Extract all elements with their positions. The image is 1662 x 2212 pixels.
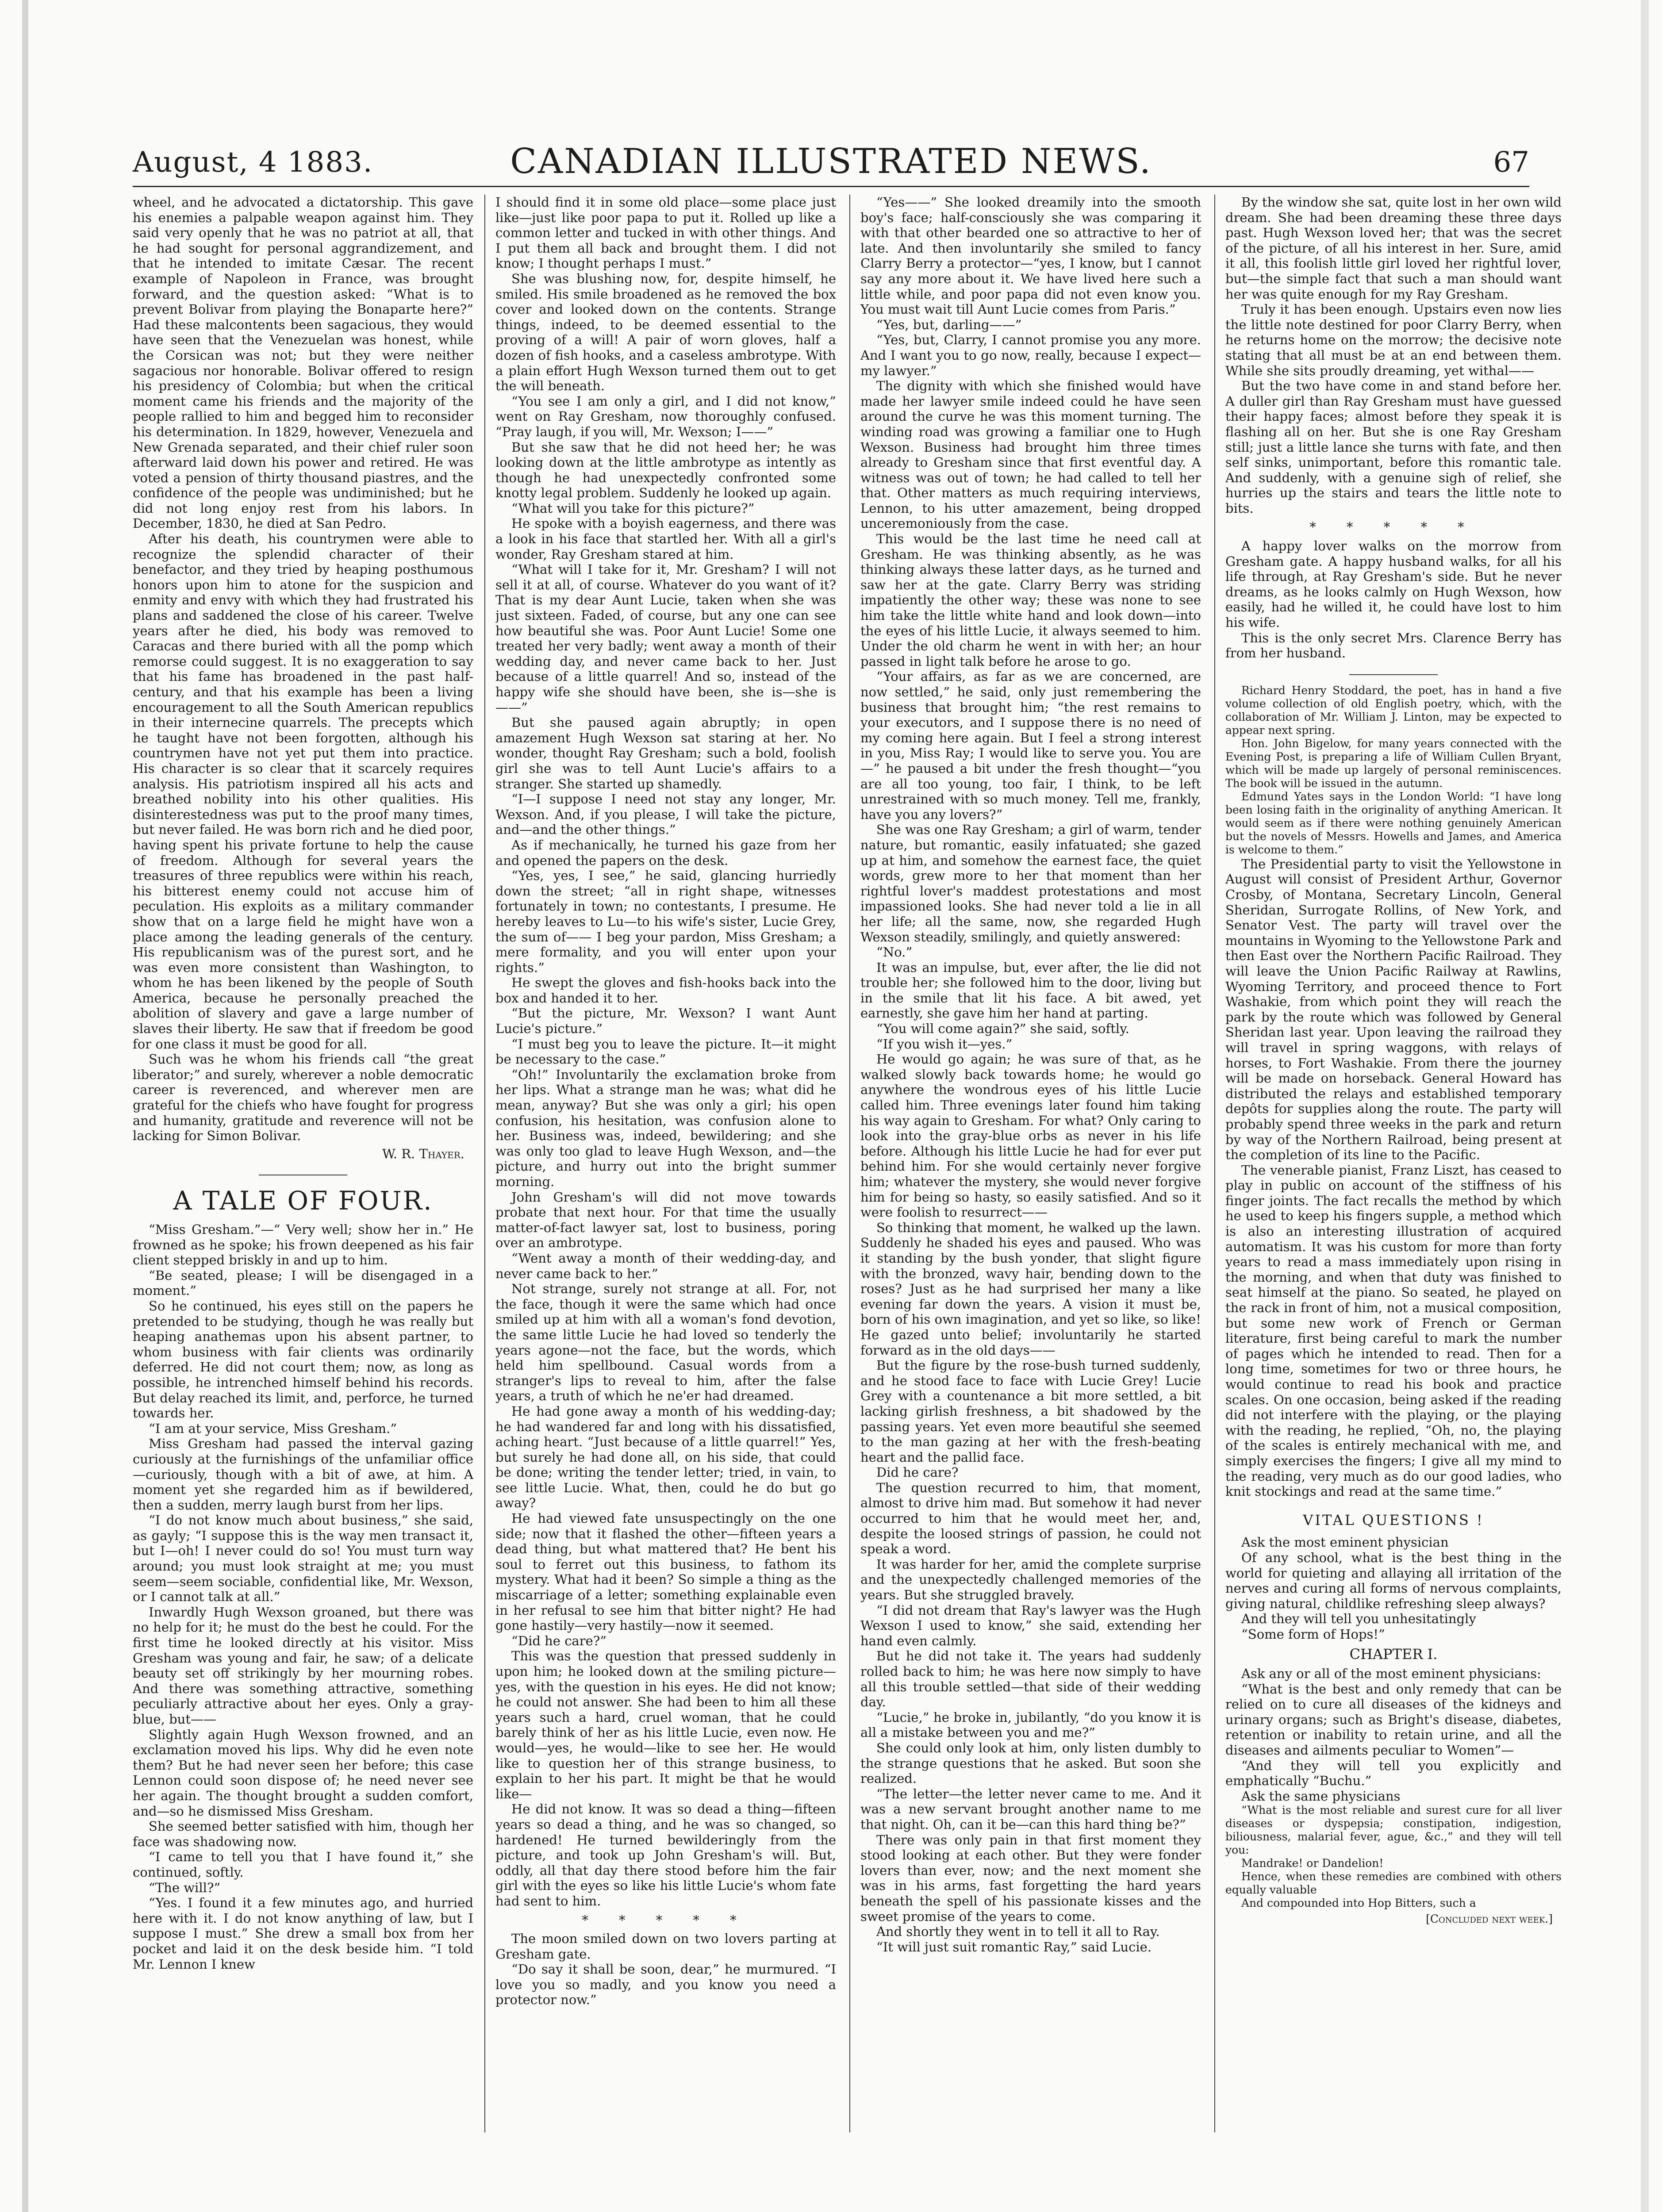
story-paragraph: “Lucie,” he broke in, jubilantly, “do you know it is all a mistake between you and me?” [860,1709,1201,1740]
page-number: 67 [1493,146,1529,179]
story-paragraph: As if mechanically, he turned his gaze from her and opened the papers on the desk. [495,837,836,868]
story-paragraph: “Do say it shall be soon, dear,” he murmured. “I love you so madly, and you know you need a protector now.” [495,1962,836,2008]
story-paragraph: “Yes——” She looked dreamily into the smooth boy's face; half-consciously she was comparing it with that other bearded one so attractive to her of late. And then involuntarily she smiled to fancy Clarry Berry a protector—“yes, I know, but I cannot say any more about it. We have lived here such a little while, and poor papa did not even know you. You must wait till Aunt Lucie comes from Paris.” [860,195,1201,317]
story-paragraph: But she paused again abruptly; in open amazement Hugh Wexson sat staring at her. No wonder, thought Ray Gresham; such a bold, foolish girl she was to tell Aunt Lucie's affairs to a stranger. She started up shamedly. [495,715,836,791]
story-paragraph: “Did he care?” [511,1633,607,1648]
story-paragraph: He had viewed fate unsuspectingly on the one side; now that it flashed the other—fifteen years a dead thing, but what mattered that? He bent his soul to ferret out this business, to fathom its mystery. What had it been? So simple a thing as the miscarriage of a letter; something explainable even in her refusal to see him that bitter night? He had gone hastily—very hastily—now it seemed. [495,1511,836,1633]
story-paragraph: “It will just suit romantic Ray,” said Lucie. [876,1939,1152,1955]
story-paragraph: “I must beg you to leave the picture. It—it might be necessary to the case.” [495,1036,836,1067]
story-paragraph: I should find it in some old place—some place just like—just like poor papa to put it. Rolled up like a common letter and tucked in with other things. And I put them all back and brought them. I did not know; I thought perhaps I must.” [495,195,836,271]
story-paragraph: Slightly again Hugh Wexson frowned, and an exclamation moved his lips. Why did he even note them? But he had never seen her before; this case Lennon could soon dispose of; he need never see her again. The thought brought a sudden comfort, and—so he dismissed Miss Gresham. [133,1727,473,1819]
story-paragraph: “Yes, but, darling——” [876,317,1022,332]
story-paragraph: A happy lover walks on the morrow from Gresham gate. A happy husband walks, for all his life through, at Ray Gresham's side. But he never dreams, as he looks calmly on Hugh Wexson, how easily, had he willed it, he could have lost to him his wife. [1225,538,1562,630]
story-paragraph: The dignity with which she finished would have made her lawyer smile indeed could he have seen around the curve he was this moment turning. The winding road was growing a familiar one to Hugh Wexson. Business had brought him three times already to Gresham since that first eventful day. A witness was out of town; he had called to tell her that. Other matters as much requiring interviews, Lennon, to his utter amazement, being dropped unceremoniously from the case. [860,378,1201,531]
header-rule [133,186,1529,187]
news-item: Edmund Yates says in the London World: “I have long been losing faith in the originality of anything American. It would seem as if there were nothing genuinely American but the novels of Messrs. Howells and James, and America is welcome to them.” [1225,790,1562,856]
column-rule [849,195,850,2132]
advert-line: Mandrake! or Dandelion! [1241,1857,1384,1870]
column-rule [484,195,485,2132]
story-paragraph: Inwardly Hugh Wexson groaned, but there was no help for it; he must do the best he could. For the first time he looked directly at his visitor. Miss Gresham was young and fair, he saw; of a delicate beauty set off strikingly by her mourning robes. And there was something attractive, something peculiarly attractive about her eyes. Only a gray-blue, but—— [133,1604,473,1727]
story-paragraph: “Miss Gresham.”—“ Very well; show her in.” He frowned as he spoke; his frown deepened as his fair client stepped briskly in and up to him. [133,1222,473,1268]
advert-line: “And they will tell you explicitly and emphatically “Buchu.” [1225,1758,1562,1789]
advert-line: “What is the best and only remedy that can be relied on to cure all diseases of the kidneys and urinary organs; such as Bright's disease, diabetes, retention or inability to retain urine, and all the diseases and ailments peculiar to Women”— [1225,1681,1562,1758]
story-paragraph: He would go again; he was sure of that, as he walked slowly back towards home; he would go anywhere the wondrous eyes of his little Lucie called him. Three evenings later found him taking his way again to Gresham. For what? Only caring to look into the gray-blue orbs as never in his life before. Although his little Lucie he had for ever put behind him. For she would certainly never forgive him; whatever the mystery, she would never forgive him for being so hasty, so easily satisfied. And so it were foolish to resurrect—— [860,1052,1201,1220]
story-paragraph: “Oh!” Involuntarily the exclamation broke from her lips. What a strange man he was; what did he mean, anyway? But she was only a girl; his open confusion, his hesitation, was confusion alone to her. Business was, indeed, bewildering; and she was only too glad to leave Hugh Wexson, and—the picture, and hurry out into the bright summer morning. [495,1067,836,1189]
advert-line: Ask the same physicians [1241,1788,1401,1804]
page-header [115,133,1547,181]
story-paragraph: She was blushing now, for, despite himself, he smiled. His smile broadened as he removed the box cover and looked down on the contents. Strange things, indeed, to be deemed essential to the proving of a will! A pair of worn gloves, half a dozen of fish hooks, and a caseless ambrotype. With a plain effort Hugh Wexson turned them out to get the will beneath. [495,271,836,394]
author-signature: W. R. Thayer. [382,1146,464,1161]
story-paragraph: “You will come again?” she said, softly. [876,1021,1129,1037]
story-paragraph: He spoke with a boyish eagerness, and there was a look in his face that startled her. With all a girl's wonder, Ray Gresham stared at him. [495,516,836,562]
section-divider [1349,674,1438,675]
binding-shadow [22,0,28,2212]
advert-title: VITAL QUESTIONS ! [1303,1511,1484,1528]
story-paragraph: “Yes, yes, I see,” he said, glancing hurriedly down the street; “all in right shape, witnesses fortunately in town; no contestants, I presume. He hereby leaves to Lu—to his wife's sister, Lucie Grey, the sum of—— I beg your pardon, Miss Gresham; a mere formality, and you will enter upon your rights.” [495,868,836,975]
story-paragraph: But she saw that he did not heed her; he was looking down at the little ambrotype as intently as though he had unexpectedly confronted some knotty legal problem. Suddenly he looked up again. [495,439,836,501]
column-2 [495,195,836,2150]
story-paragraph: He had gone away a month of his wedding-day; he had wandered far and long with his dissatisfied, aching heart. “Just because of a little quarrel!” Yes, but surely he had done all, on his side, that could be done; writing the tender letter; tried, in vain, to see little Lucie. What, then, could he do but go away? [495,1403,836,1511]
advert-line: Hence, when these remedies are combined with others equally valuable [1225,1870,1562,1897]
story-paragraph: “Yes, but, Clarry, I cannot promise you any more. And I want you to go now, really, because I expect—my lawyer.” [860,332,1201,378]
story-paragraph: But the two have come in and stand before her. A duller girl than Ray Gresham must have guessed their happy faces; almost before they speak it is flashing all on her. But she is one Ray Gresham still; just a little lance she turns with fate, and then self sinks, unimportant, before this romantic tale. And suddenly, with a genuine sigh of relief, she hurries up the stairs and tears the little note to bits. [1225,378,1562,516]
story-paragraph: Truly it has been enough. Upstairs even now lies the little note destined for poor Clarry Berry, when he returns home on the morrow; the decisive note stating that all must be at an end between them. While she sits proudly dreaming, yet withal—— [1225,302,1562,378]
story-paragraph: Miss Gresham had passed the interval gazing curiously at the furnishings of the unfamiliar office—curiously, though with a bit of awe, at him. A moment yet she regarded him as if bewildered, then a sudden, merry laugh burst from her lips. [133,1436,473,1513]
story-paragraph: It was an impulse, but, ever after, the lie did not trouble her; she followed him to the door, living but in the smile that lit his face. A bit awed, yet earnestly, she gave him her hand at parting. [860,960,1201,1021]
story-paragraph: “You see I am only a girl, and I did not know,” went on Ray Gresham, now thoroughly confused. “Pray laugh, if you will, Mr. Wexson; I——” [495,393,836,439]
story-paragraph: He did not know. It was so dead a thing—fifteen years so dead a thing, and he was so changed, so hardened! He turned bewilderingly from the picture, and took up John Gresham's will. But, oddly, all that day there stood before him the fair girl with the eyes so like his little Lucie's whom fate had sent to him. [495,1801,836,1909]
story-paragraph: “Be seated, please; I will be disengaged in a moment.” [133,1267,473,1298]
article-paragraph: After his death, his countrymen were able to recognize the splendid character of their benefactor, and they tried by heaping posthumous honors upon him to atone for the suspicion and enmity and envy with which they had frustrated his plans and saddened the close of his career. Twelve years after he died, his body was removed to Caracas and there buried with all the pomp which remorse could suggest. It is no exaggeration to say that his fame has broadened in the past half-century, and that his example has been a living encouragement to all the South American republics in their internecine quarrels. The precepts which he taught have not been forgotten, although his countrymen have not yet put them into practice. His character is so clear that it scarcely requires analysis. His patriotism inspired all his acts and breathed nobility into his other qualities. His disinterestedness was put to the proof many times, but never failed. He was born rich and he died poor, having spent his private fortune to help the cause of freedom. Although for several years the treasures of three republics were within his reach, his bitterest enemy could not accuse him of peculation. His exploits as a military commander show that on a large field he might have won a place among the leading generals of the century. His republicanism was of the purest sort, and he was even more consistent than Washington, to whom he has been likened by the people of South America, because he personally preached the abolition of slavery and gave a large number of slaves their liberty. He saw that if freedom be good for one class it must be good for all. [133,531,473,1052]
story-paragraph: The moon smiled down on two lovers parting at Gresham gate. [495,1931,836,1962]
advert-line: Ask the most eminent physician [1241,1535,1449,1550]
story-paragraph: He swept the gloves and fish-hooks back into the box and handed it to her. [495,975,836,1006]
story-paragraph: Did he care? [876,1465,959,1480]
story-paragraph: She seemed better satisfied with him, though her face was shadowing now. [133,1819,473,1849]
story-paragraph: This is the only secret Mrs. Clarence Berry has from her husband. [1225,630,1562,661]
story-paragraph: So he continued, his eyes still on the papers he pretended to be studying, though he was really but heaping anathemas upon his absent partner, to whom business with fair clients was ordinarily deferred. He did not court them; now, as long as possible, he intrenched himself behind his records. But delay reached its limit, and, perforce, he turned towards her. [133,1298,473,1421]
story-paragraph: Not strange, surely not strange at all. For, not the face, though it were the same which had once smiled up at him with all a woman's fond devotion, the same little Lucie he had loved so tenderly the years agone—not the face, but the words, which held him spellbound. Casual words from a stranger's lips to reveal to him, after the false years, a truth of which he ne'er had dreamed. [495,1281,836,1404]
story-paragraph: “I did not dream that Ray's lawyer was the Hugh Wexson I used to know,” she said, extending her hand even calmly. [860,1602,1201,1648]
story-paragraph: “Went away a month of their wedding-day, and never came back to her.” [495,1250,836,1281]
advert-line: Ask any or all of the most eminent physicians: [1241,1666,1541,1682]
column-rule [1214,195,1215,2132]
story-paragraph: “I—I suppose I need not stay any longer, Mr. Wexson. And, if you please, I will take the picture, and—and the other things.” [495,791,836,837]
story-paragraph: This would be the last time he need call at Gresham. He was thinking absently, as he was thinking always these latter days, as he turned and saw her at the gate. Clarry Berry was striding impatiently the other way; these was none to see him take the little white hand and look down—into the eyes of his little Lucie, it always seemed to him. Under the old charm he went in with her; an hour passed in light talk before he arose to go. [860,531,1201,669]
masthead-title: CANADIAN ILLUSTRATED NEWS. [510,142,1152,181]
story-paragraph: This was the question that pressed suddenly in upon him; he looked down at the smiling picture—yes, with the question in his eyes. He did not know; he could not answer. She had been to him all these years such a hard, cruel woman, that he could barely think of her as his little Lucie, even now. He would—yes, he would—like to see her. He would like to question her of this strange business, to explain to her his part. It might be that he would like— [495,1648,836,1801]
story-paragraph: John Gresham's will did not move towards probate that next hour. For that time the usually matter-of-fact lawyer sat, lost to business, poring over an ambrotype. [495,1189,836,1251]
column-4 [1225,195,1562,2150]
issue-date: August, 4 1883. [133,146,373,179]
advert-line: And compounded into Hop Bitters, such a [1241,1897,1476,1910]
article-paragraph: Such was he whom his friends call “the great liberator;” and surely, wherever a noble democratic career is reverenced, and wherever men are grateful for the chiefs who have fought for progress and humanity, gratitude and reverence will not be lacking for Simon Bolivar. [133,1052,473,1144]
column-3 [860,195,1201,2150]
story-paragraph: But the figure by the rose-bush turned suddenly, and he stood face to face with Lucie Grey! Lucie Grey with a countenance a bit more settled, a bit lacking girlish freshness, a bit shadowed by the passing years. Yet even more beautiful she seemed to the man gazing at her with the fresh-beating heart and the pallid face. [860,1358,1201,1465]
story-paragraph: “But the picture, Mr. Wexson? I want Aunt Lucie's picture.” [495,1006,836,1037]
story-paragraph: And shortly they went in to tell it all to Ray. [876,1924,1160,1939]
story-paragraph: The question recurred to him, that moment, almost to drive him mad. But somehow it had never occurred to him that he would meet her, and, despite the loosed strings of passion, he could not speak a word. [860,1480,1201,1557]
story-paragraph: “I came to tell you that I have found it,” she continued, softly. [133,1849,473,1880]
story-paragraph: By the window she sat, quite lost in her own wild dream. She had been dreaming these three days past. Hugh Wexson loved her; that was the secret of the picture, of all his interest in her. Sure, amid it all, this foolish little girl loved her rightful lover, but—the simple fact that such a man should want her was quite enough for my Ray Gresham. [1225,195,1562,302]
story-title: A TALE OF FOUR. [173,1186,433,1216]
story-paragraph: “No.” [876,945,913,960]
news-item: Hon. John Bigelow, for many years connected with the Evening Post, is preparing a life of William Cullen Bryant, which will be made up largely of personal reminiscences. The book will be issued in the autumn. [1225,737,1562,790]
advert-line: “What is the most reliable and surest cure for all liver diseases or dyspepsia; constipation, indigestion, biliousness, malarial fever, ague, &c.,” and they will tell you: [1225,1804,1562,1857]
news-item: The Presidential party to visit the Yellowstone in August will consist of President Arthur, Governor Crosby, of Montana, Secretary Lincoln, General Sheridan, Surrogate Rollins, of New York, and Senator Vest. The party will travel over the mountains in Wyoming to the Yellowstone Park and then East over the Northern Pacific Railroad. They will leave the Union Pacific Railway at Rawlins, Wyoming Territory, and proceed thence to Fort Washakie, from which point they will reach the park by the route which was followed by General Sheridan last year. Upon leaving the railroad they will travel in spring waggons, with relays of horses, to Fort Washakie. From there the journey will be made on horseback. General Howard has distributed the relays and established temporary depôts for supplies along the route. The party will probably spend three weeks in the park and return by way of the Northern Railroad, being present at the completion of its line to the Pacific. [1225,856,1562,1163]
story-paragraph: “I do not know much about business,” she said, as gayly; “I suppose this is the way men transact it, but I—oh! I never could do so! You must turn way around; you must look straight at me; you must seem—seem sociable, confidential like, Mr. Wexson, or I cannot talk at all.” [133,1513,473,1605]
news-item: The venerable pianist, Franz Liszt, has ceased to play in public on account of the stiffness of his finger joints. The fact recalls the method by which he used to keep his fingers supple, a method which is also an interesting illustration of acquired automatism. It was his custom for more than forty years to read a mass immediately upon rising in the morning, and when that duty was finished to seat himself at the piano. So seated, he played on the rack in front of him, not a musical composition, but some new work of French or German literature, first being careful to mark the number of pages which he intended to read. Then for a long time, sometimes for two or three hours, he would continue to read his book and practice scales. On one occasion, being asked if the reading did not interfere with the playing, or the playing with the reading, he replied, “Oh, no, the playing of the scales is entirely mechanical with me, and simply exercises the fingers; I give all my mind to the reading, very much as do our good ladies, who knit stockings and read at the same time.” [1225,1162,1562,1499]
story-paragraph: But he did not take it. The years had suddenly rolled back to him; he was here now simply to have all this trouble settled—that side of their wedding day. [860,1648,1201,1710]
story-paragraph: So thinking that moment, he walked up the lawn. Suddenly he shaded his eyes and paused. Who was it standing by the bush yonder, that slight figure with the bronzed, wavy hair, bending down to the roses? Just as he had surprised her many a like evening far down the years. A vision it must be, born of his own imagination, and yet so like, so like! He gazed unto belief; involuntarily he started forward as in the old days—— [860,1220,1201,1358]
story-paragraph: She could only look at him, only listen dumbly to the strange questions that he asked. But soon she realized. [860,1740,1201,1786]
story-paragraph: There was only pain in that first moment they stood looking at each other. But they were fonder lovers than ever, now; and the next moment she was in his arms, fast forgetting the hard years beneath the spell of his passionate kisses and the sweet promise of the years to come. [860,1832,1201,1924]
advert-line: And they will tell you unhesitatingly [1241,1611,1476,1627]
section-stars: * * * * * [582,1912,750,1928]
story-paragraph: “Yes. I found it a few minutes ago, and hurried here with it. I do not know anything of law, but I suppose I must.” She drew a small box from her pocket and laid it on the desk beside him. “I told Mr. Lennon I knew [133,1895,473,1972]
story-paragraph: “What will you take for this picture?” [511,500,755,516]
story-paragraph: “What will I take for it, Mr. Gresham? I will not sell it at all, of course. Whatever do you want of it? That is my dear Aunt Lucie, taken when she was just sixteen. Faded, of course, but any one can see how beautiful she was. Poor Aunt Lucie! Some one treated her very badly; went away a month of their wedding day, and never came back to her. Just because of a little quarrel! And so, instead of the happy wife she should have been, she is—she is——” [495,562,836,715]
story-paragraph: “I am at your service, Miss Gresham.” [149,1421,397,1436]
column-1 [133,195,473,2150]
continued-note: [Concluded next week.] [1426,1912,1553,1926]
advert-chapter-heading: CHAPTER I. [1349,1645,1438,1663]
story-paragraph: “The letter—the letter never came to me. And it was a new servant brought another name to me that night. Oh, can it be—can this hard thing be?” [860,1786,1201,1832]
section-stars: * * * * * [1309,519,1478,535]
story-paragraph: She was one Ray Gresham; a girl of warm, tender nature, but romantic, easily infatuated; she gazed up at him, and somehow the earnest face, the quiet words, grew more to her that moment than her rightful lover's maddest protestations and most impassioned looks. She had never told a lie in all her life; all the same, now, she regarded Hugh Wexson steadily, smilingly, and quietly answered: [860,822,1201,945]
article-paragraph: wheel, and he advocated a dictatorship. This gave his enemies a palpable weapon against him. They said very openly that he was no patriot at all, that he had sought for personal aggrandizement, and that he intended to imitate Cæsar. The recent example of Napoleon in France, was brought forward, and the question asked: “What is to prevent Bolivar from playing the Bonaparte here?” Had these malcontents been sagacious, they would have seen that the Venezuelan was honest, while the Corsican was not; but they were neither sagacious nor honorable. Bolivar offered to resign his presidency of Colombia; but when the critical moment came his friends and the majority of the people rallied to him and begged him to reconsider his determination. In 1829, however, Venezuela and New Grenada separated, and their chief ruler soon afterward laid down his power and retired. He was voted a pension of thirty thousand piastres, and the confidence of the people was undiminished; but he did not long enjoy rest from his labors. In December, 1830, he died at San Pedro. [133,195,473,531]
story-paragraph: “The will?” [149,1880,221,1895]
story-paragraph: “Your affairs, as far as we are concerned, are now settled,” he said, only just remembering the business that brought him; “the rest remains to your executors, and I suppose there is no need of my coming here again. But I feel a strong interest in you, Miss Ray; I would like to serve you. You are—” he paused a bit under the fresh thought—“you are all too young, too fair, I think, to be left unrestrained with so much money. Tell me, frankly, have you any lovers?” [860,669,1201,822]
story-paragraph: “If you wish it—yes.” [876,1036,1013,1052]
advert-line: “Some form of Hops!” [1241,1626,1385,1642]
advert-line: Of any school, what is the best thing in the world for quieting and allaying all irritation of the nerves and curing all forms of nervous complaints, giving natural, childlike refreshing sleep always? [1225,1550,1562,1611]
news-item: Richard Henry Stoddard, the poet, has in hand a five volume collection of old English poetry, which, with the collaboration of Mr. William J. Linton, may be expected to appear next spring. [1225,684,1562,737]
page-edge-shadow [1641,0,1649,2212]
story-paragraph: It was harder for her, amid the complete surprise and the unexpectedly challenged memories of the years. But she struggled bravely. [860,1556,1201,1603]
